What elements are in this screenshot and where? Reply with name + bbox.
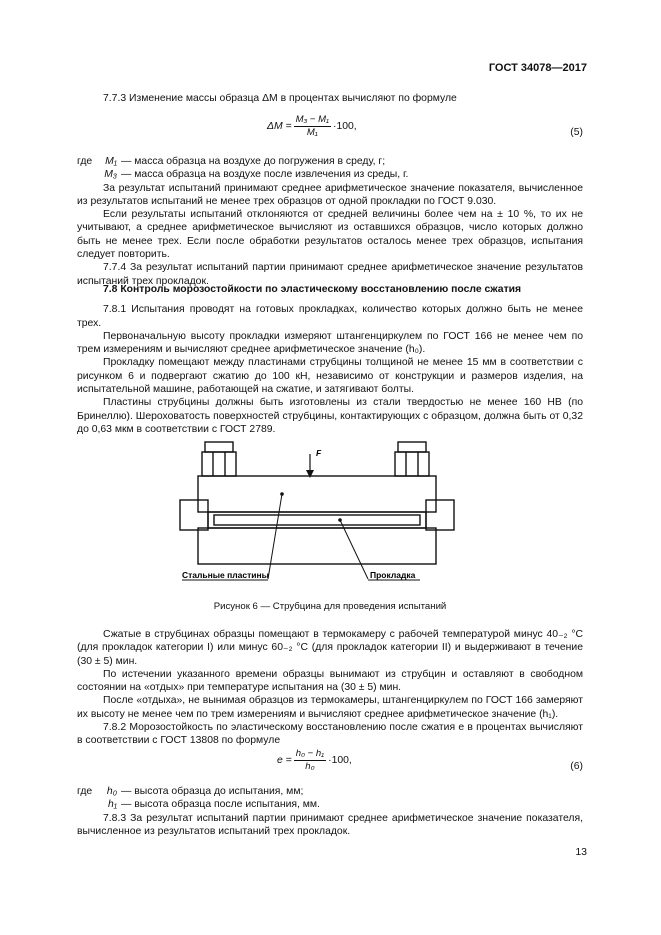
- paragraph: Первоначальную высоту прокладки измеряют штангенциркулем по ГОСТ 166 не менее чем по трем измерениям и вычисляют среднее арифметическое значение (h₀).: [77, 330, 583, 356]
- definition-symbol: h₁: [107, 799, 117, 811]
- section-7-8: [77, 283, 583, 436]
- paragraph: Сжатые в струбцинах образцы помещают в термокамеру с рабочей температурой минус 40₋₂ °С (для прокладок категории I) или минус 60₋₂ °С (для прокладок категории II) и выдерживают в течение (30 ± 5) мин.: [77, 629, 583, 667]
- paragraph: 7.8.1 Испытания проводят на готовых прокладках, количество которых должно быть не менее трех.: [77, 304, 583, 329]
- right-nut: [395, 452, 429, 476]
- paragraph: Прокладку помещают между пластинами струбцины толщиной не менее 15 мм в соответствии с рисунком 6 и подвергают сжатию до 100 кН, независимо от конструкции и размеров изделия, на испытательной машине, работающей на сжатие, и затягивают болты.: [77, 357, 583, 396]
- formula-5-number: (5): [570, 127, 583, 138]
- section-7-8-2-defs: [77, 785, 583, 838]
- paragraph: 7.7.4 За результат испытаний партии принимают среднее арифметическое значение результатов испытаний трех прокладок.: [77, 262, 583, 287]
- gasket-inner: [214, 515, 420, 525]
- formula-6-denominator: h₀: [305, 761, 315, 772]
- formula-6-numerator: h₀ − h₁: [295, 748, 325, 759]
- formula-6-fraction: [294, 748, 326, 773]
- definition-spacer: [77, 798, 95, 811]
- definition-row: [77, 155, 583, 168]
- definition-symbol: h₀: [106, 786, 117, 797]
- section-7-7-3-intro: [77, 92, 583, 105]
- formula-5-tail: ·100,: [333, 120, 357, 132]
- paragraph: 7.8.3 За результат испытаний партии принимают среднее арифметическое значение показателя, вычисленное из результатов испытаний трех прокладок.: [77, 812, 583, 837]
- section-7-7-3-body: [77, 155, 583, 288]
- formula-5: [77, 114, 583, 154]
- left-flange: [180, 500, 208, 530]
- formula-5-lhs: ΔM =: [267, 120, 292, 132]
- definition-row: [77, 798, 583, 811]
- paragraph: 7.7.3 Изменение массы образца ΔM в процентах вычисляют по формуле: [103, 93, 457, 104]
- definition-text: — высота образца до испытания, мм;: [121, 786, 304, 797]
- figure-caption: Рисунок 6 — Струбцина для проведения испытаний: [213, 601, 447, 612]
- definition-text: — масса образца на воздухе до погружения в среду, г;: [121, 156, 386, 167]
- formula-6: [77, 748, 583, 788]
- where-word: где: [77, 786, 93, 797]
- definition-symbol: M₃: [104, 169, 117, 181]
- document-id: ГОСТ 34078—2017: [488, 62, 587, 74]
- label-gasket: Прокладка: [370, 570, 416, 580]
- definition-row: [77, 168, 583, 181]
- paragraph: Если результаты испытаний отклоняются от средней величины более чем на ± 10 %, то их не учитывают, а среднее арифметическое вычисляют из оставшихся образцов, число которых должно быть не менее трех. Если после обработки результатов осталось менее трех образцов, испытания следует повторить.: [77, 209, 583, 261]
- paragraph: За результат испытаний принимают среднее арифметическое значение показателя, вычисленное из результатов испытаний не менее трех образцов от одной прокладки по ГОСТ 9.030.: [77, 182, 583, 207]
- formula-6-tail: ·100,: [328, 754, 352, 766]
- definition-text: — масса образца на воздухе после извлечения из среды, г.: [121, 169, 409, 181]
- force-label: F: [316, 448, 322, 458]
- formula-6-number: (6): [570, 761, 583, 772]
- definition-symbol: M₁: [105, 156, 117, 167]
- formula-5-numerator: M₃ − M₁: [295, 114, 330, 125]
- formula-6-lhs: e =: [277, 754, 292, 766]
- right-bolt-cap: [398, 442, 426, 452]
- right-flange: [426, 500, 454, 530]
- left-bolt-cap: [205, 442, 233, 452]
- page-number: 13: [575, 846, 587, 858]
- section-heading: 7.8 Контроль морозостойкости по эластическому восстановлению после сжатия: [103, 284, 522, 295]
- formula-5-body: [267, 114, 357, 139]
- paragraph: По истечении указанного времени образцы вынимают из струбцин и оставляют в свободном состоянии на «отдых» при температуре испытания на (30 ± 5) мин.: [77, 668, 583, 694]
- left-nut: [202, 452, 236, 476]
- paragraph: После «отдыха», не вынимая образцов из термокамеры, штангенциркулем по ГОСТ 166 замеряют их высоту не менее чем по трем измерениям и вычисляют среднее арифметическое значение (h₁).: [77, 695, 583, 720]
- where-word: где: [77, 156, 93, 167]
- formula-5-fraction: [294, 114, 331, 139]
- definition-row: [77, 785, 583, 798]
- formula-5-denominator: M₁: [306, 127, 318, 138]
- paragraph: 7.8.2 Морозостойкость по эластическому восстановлению после сжатия e в процентах вычисляют в соответствии с ГОСТ 13808 по формуле: [77, 722, 583, 747]
- definition-spacer: [77, 168, 95, 181]
- label-steel-plates: Стальные пластины: [182, 570, 269, 580]
- top-steel-plate: [198, 476, 436, 512]
- bottom-steel-plate: [198, 528, 436, 564]
- definition-text: — высота образца после испытания, мм.: [121, 799, 320, 811]
- section-7-8-continued: [77, 628, 583, 748]
- paragraph: Пластины струбцины должны быть изготовлены из стали твердостью не менее 160 HB (по Бринеллю). Шероховатость поверхностей струбцины, контактирующих с образцом, должна быть от 0,32 до 0,63 мкм в соответствии с ГОСТ 2789.: [77, 397, 583, 435]
- formula-6-body: [277, 748, 352, 773]
- force-arrow-icon: [306, 470, 314, 478]
- figure-clamp-diagram: [170, 434, 460, 594]
